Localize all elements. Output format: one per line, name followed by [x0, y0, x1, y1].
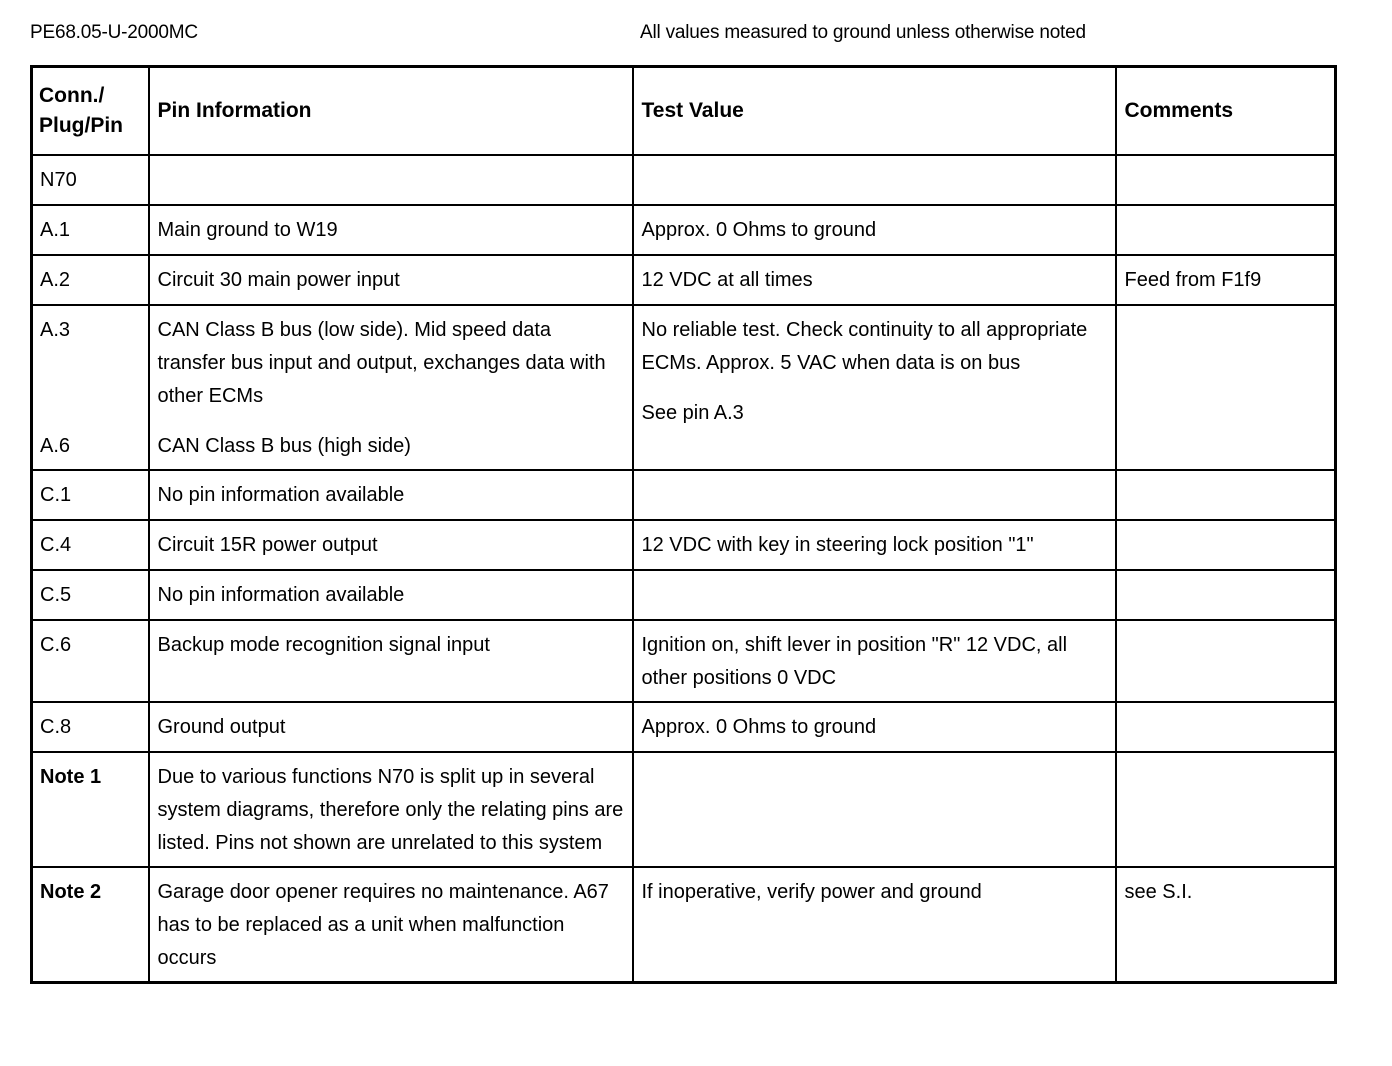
column-header-conn-line1: Conn./ [39, 83, 105, 107]
table-row [32, 520, 1336, 570]
pin-info-a3: CAN Class B bus (low side). Mid speed data transfer bus input and output, exchanges data with other ECMs [157, 318, 606, 407]
test-value-cell: 12 VDC with key in steering lock position "1" [633, 520, 1116, 570]
comment-cell [1116, 155, 1336, 205]
test-value-cell [633, 470, 1116, 520]
pin-info-cell: Main ground to W19 [149, 205, 633, 255]
test-value-cell: Approx. 0 Ohms to ground [633, 702, 1116, 752]
table-row [32, 867, 1336, 983]
column-header-comments: Comments [1116, 67, 1336, 155]
pin-cell: A.1 [32, 205, 149, 255]
comment-cell [1116, 205, 1336, 255]
test-value-cell [633, 752, 1116, 867]
pin-cell: C.1 [32, 470, 149, 520]
column-header-conn [32, 67, 149, 155]
pin-info-cell: Ground output [149, 702, 633, 752]
pin-cell: C.5 [32, 570, 149, 620]
pin-info-cell: Circuit 15R power output [149, 520, 633, 570]
pin-a3: A.3 [40, 318, 71, 341]
test-value-a3: No reliable test. Check continuity to all appropriate ECMs. Approx. 5 VAC when data is on bus [641, 318, 1088, 374]
table-row [32, 570, 1336, 620]
comment-cell [1116, 702, 1336, 752]
pin-a6: A.6 [40, 434, 71, 457]
table-header-row [32, 67, 1336, 155]
note-label-cell: Note 2 [32, 867, 149, 983]
pin-cell: C.8 [32, 702, 149, 752]
comment-cell [1116, 305, 1336, 470]
comment-cell [1116, 570, 1336, 620]
table-row [32, 620, 1336, 702]
pin-info-cell [149, 155, 633, 205]
test-value-cell [633, 155, 1116, 205]
document-id: PE68.05-U-2000MC [30, 22, 198, 43]
test-value-cell [633, 305, 1116, 470]
column-header-test-value: Test Value [633, 67, 1116, 155]
table-row [32, 205, 1336, 255]
table-row [32, 752, 1336, 867]
comment-cell [1116, 620, 1336, 702]
comment-cell: Feed from F1f9 [1116, 255, 1336, 305]
pin-cell: N70 [32, 155, 149, 205]
note-label-cell: Note 1 [32, 752, 149, 867]
table-row [32, 255, 1336, 305]
pin-info-cell: No pin information available [149, 570, 633, 620]
test-value-a6: See pin A.3 [641, 401, 744, 424]
test-value-cell [633, 570, 1116, 620]
pin-info-cell: Backup mode recognition signal input [149, 620, 633, 702]
pin-cell: C.6 [32, 620, 149, 702]
test-value-cell: Ignition on, shift lever in position "R" 12 VDC, all other positions 0 VDC [633, 620, 1116, 702]
pin-info-cell: Due to various functions N70 is split up in several system diagrams, therefore only the relating pins are listed. Pins not shown are unrelated to this system [149, 752, 633, 867]
pin-info-cell: Garage door opener requires no maintenance. A67 has to be replaced as a unit when malfunction occurs [149, 867, 633, 983]
table-row [32, 702, 1336, 752]
pin-cell: A.2 [32, 255, 149, 305]
column-header-pin-info: Pin Information [149, 67, 633, 155]
table-row [32, 470, 1336, 520]
table-row [32, 305, 1336, 470]
pin-test-table [30, 65, 1337, 984]
comment-cell: see S.I. [1116, 867, 1336, 983]
comment-cell [1116, 752, 1336, 867]
test-value-cell: Approx. 0 Ohms to ground [633, 205, 1116, 255]
pin-info-cell: Circuit 30 main power input [149, 255, 633, 305]
pin-info-a6: CAN Class B bus (high side) [157, 434, 411, 457]
test-value-cell: If inoperative, verify power and ground [633, 867, 1116, 983]
pin-info-cell [149, 305, 633, 470]
test-value-cell: 12 VDC at all times [633, 255, 1116, 305]
comment-cell [1116, 520, 1336, 570]
pin-cell: C.4 [32, 520, 149, 570]
table-row [32, 155, 1336, 205]
pin-info-cell: No pin information available [149, 470, 633, 520]
measurement-note: All values measured to ground unless otherwise noted [640, 22, 1086, 43]
comment-cell [1116, 470, 1336, 520]
pin-cell [32, 305, 149, 470]
column-header-conn-line2: Plug/Pin [39, 113, 123, 137]
